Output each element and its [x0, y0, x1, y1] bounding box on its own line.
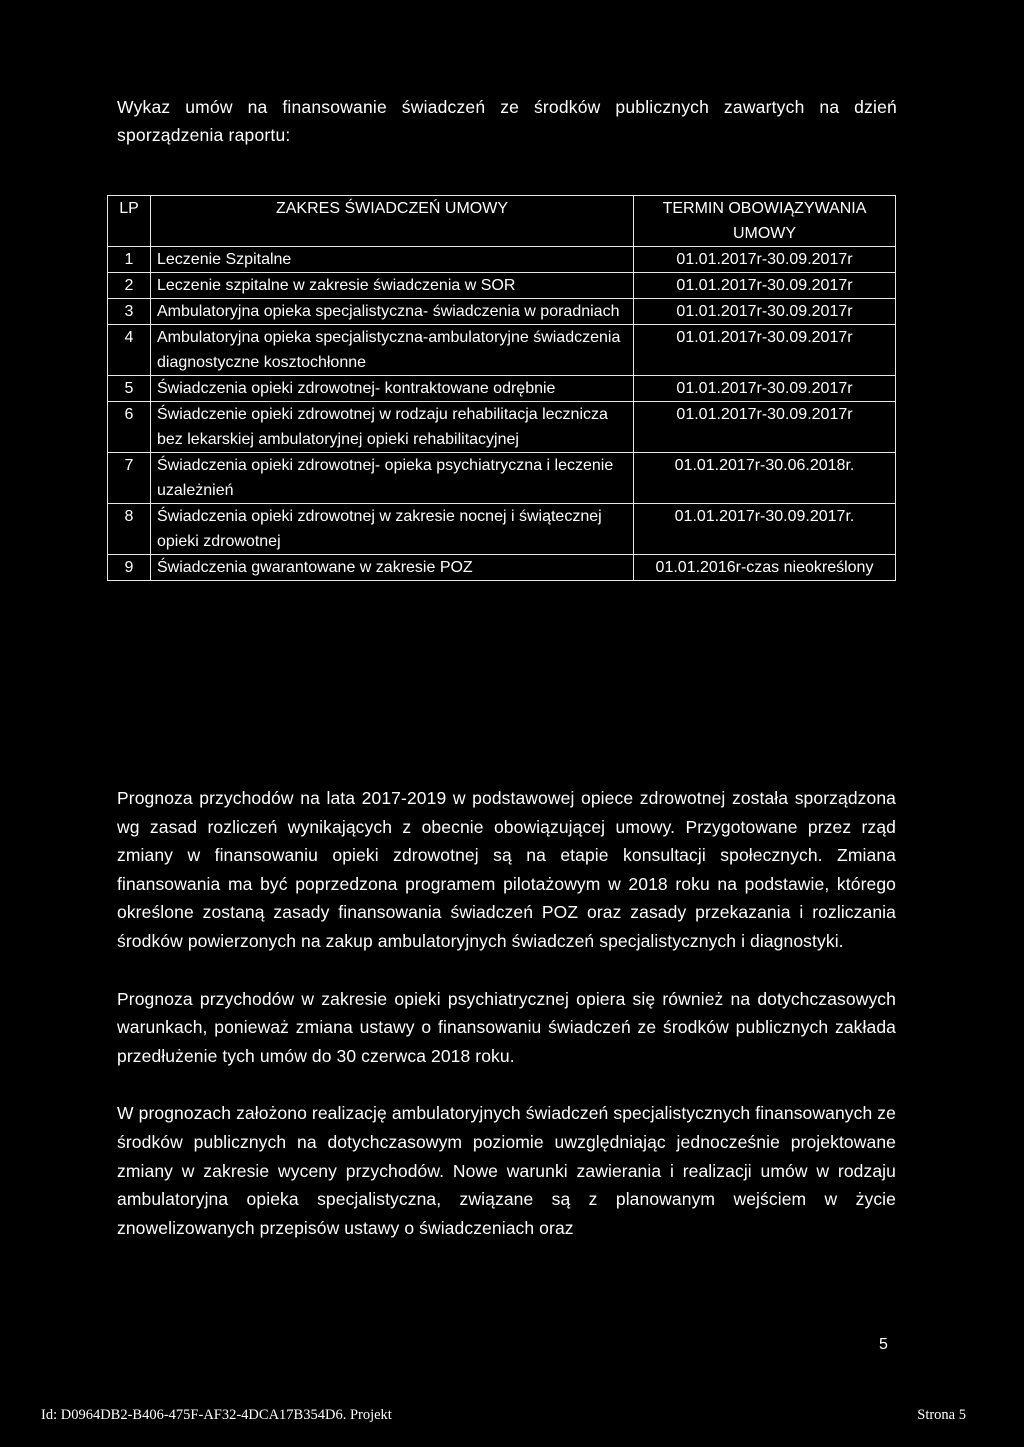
paragraph: W prognozach założono realizację ambulatoryjnych świadczeń specjalistycznych finansowanych ze środków publicznych na dotychczasowym poziomie uwzględniając jednocześnie projektowane zmiany w zakresie wyceny przychodów. Nowe warunki zawierania i realizacji umów w rodzaju ambulatoryjna opieka specjalistyczna, związane są z planowanym wejściem w życie znowelizowanych przepisów ustawy o świadczeniach oraz — [117, 1103, 896, 1238]
row-term: 01.01.2017r-30.09.2017r — [634, 299, 896, 325]
row-lp: 5 — [108, 376, 151, 402]
row-term: 01.01.2017r-30.09.2017r — [634, 376, 896, 402]
paragraph: Prognoza przychodów na lata 2017-2019 w podstawowej opiece zdrowotnej została sporządzona wg zasad rozliczeń wynikających z obecnie obowiązującej umowy. Przygotowane przez rząd zmiany w finansowaniu opieki zdrowotnej są na etapie konsultacji społecznych. Zmiana finansowania ma być poprzedzona programem pilotażowym w 2018 roku na podstawie, którego określone zostaną zasady finansowania świadczeń POZ oraz zasady przekazania i rozliczania środków powierzonych na zakup ambulatoryjnych świadczeń specjalistycznych i diagnostyki. — [117, 788, 896, 951]
row-lp: 9 — [108, 555, 151, 581]
row-term: 01.01.2017r-30.09.2017r — [634, 402, 896, 453]
footer-page-label: Strona 5 — [917, 1407, 966, 1423]
row-term: 01.01.2017r-30.09.2017r — [634, 247, 896, 273]
row-lp: 4 — [108, 325, 151, 376]
row-scope: Leczenie Szpitalne — [151, 247, 634, 273]
row-term: 01.01.2017r-30.09.2017r — [634, 273, 896, 299]
table-row — [108, 247, 896, 273]
header-lp: LP — [108, 196, 151, 247]
row-scope: Świadczenia opieki zdrowotnej w zakresie nocnej i świątecznej opieki zdrowotnej — [151, 504, 634, 555]
row-scope: Leczenie szpitalne w zakresie świadczenia w SOR — [151, 273, 634, 299]
table-row — [108, 299, 896, 325]
row-lp: 8 — [108, 504, 151, 555]
row-scope: Świadczenia opieki zdrowotnej- kontraktowane odrębnie — [151, 376, 634, 402]
table-row — [108, 555, 896, 581]
header-scope: ZAKRES ŚWIADCZEŃ UMOWY — [151, 196, 634, 247]
row-scope: Ambulatoryjna opieka specjalistyczna-ambulatoryjne świadczenia diagnostyczne kosztochłonne — [151, 325, 634, 376]
table-header-row — [108, 196, 896, 247]
row-scope: Ambulatoryjna opieka specjalistyczna- świadczenia w poradniach — [151, 299, 634, 325]
row-lp: 1 — [108, 247, 151, 273]
table-row — [108, 504, 896, 555]
row-term: 01.01.2017r-30.06.2018r. — [634, 453, 896, 504]
row-lp: 6 — [108, 402, 151, 453]
paragraph: Prognoza przychodów w zakresie opieki psychiatrycznej opiera się również na dotychczasowych warunkach, ponieważ zmiana ustawy o finansowaniu świadczeń ze środków publicznych zakłada przedłużenie tych umów do 30 czerwca 2018 roku. — [117, 988, 896, 1066]
table-row — [108, 273, 896, 299]
body-text — [117, 784, 896, 1271]
table-row — [108, 325, 896, 376]
row-scope: Świadczenia gwarantowane w zakresie POZ — [151, 555, 634, 581]
contracts-table — [107, 195, 896, 581]
row-lp: 3 — [108, 299, 151, 325]
row-term: 01.01.2017r-30.09.2017r — [634, 325, 896, 376]
header-term: TERMIN OBOWIĄZYWANIA UMOWY — [634, 196, 896, 247]
row-term: 01.01.2016r-czas nieokreślony — [634, 555, 896, 581]
table-row — [108, 453, 896, 504]
page-number: 5 — [879, 1336, 888, 1353]
document-id: Id: D0964DB2-B406-475F-AF32-4DCA17B354D6. Projekt — [41, 1407, 392, 1423]
table-row — [108, 402, 896, 453]
table-row — [108, 376, 896, 402]
intro-text: Wykaz umów na finansowanie świadczeń ze środków publicznych zawartych na dzień sporządzenia raportu: — [117, 97, 897, 145]
row-lp: 2 — [108, 273, 151, 299]
row-lp: 7 — [108, 453, 151, 504]
row-scope: Świadczenia opieki zdrowotnej- opieka psychiatryczna i leczenie uzależnień — [151, 453, 634, 504]
row-term: 01.01.2017r-30.09.2017r. — [634, 504, 896, 555]
row-scope: Świadczenie opieki zdrowotnej w rodzaju rehabilitacja lecznicza bez lekarskiej ambulatoryjnej opieki rehabilitacyjnej — [151, 402, 634, 453]
